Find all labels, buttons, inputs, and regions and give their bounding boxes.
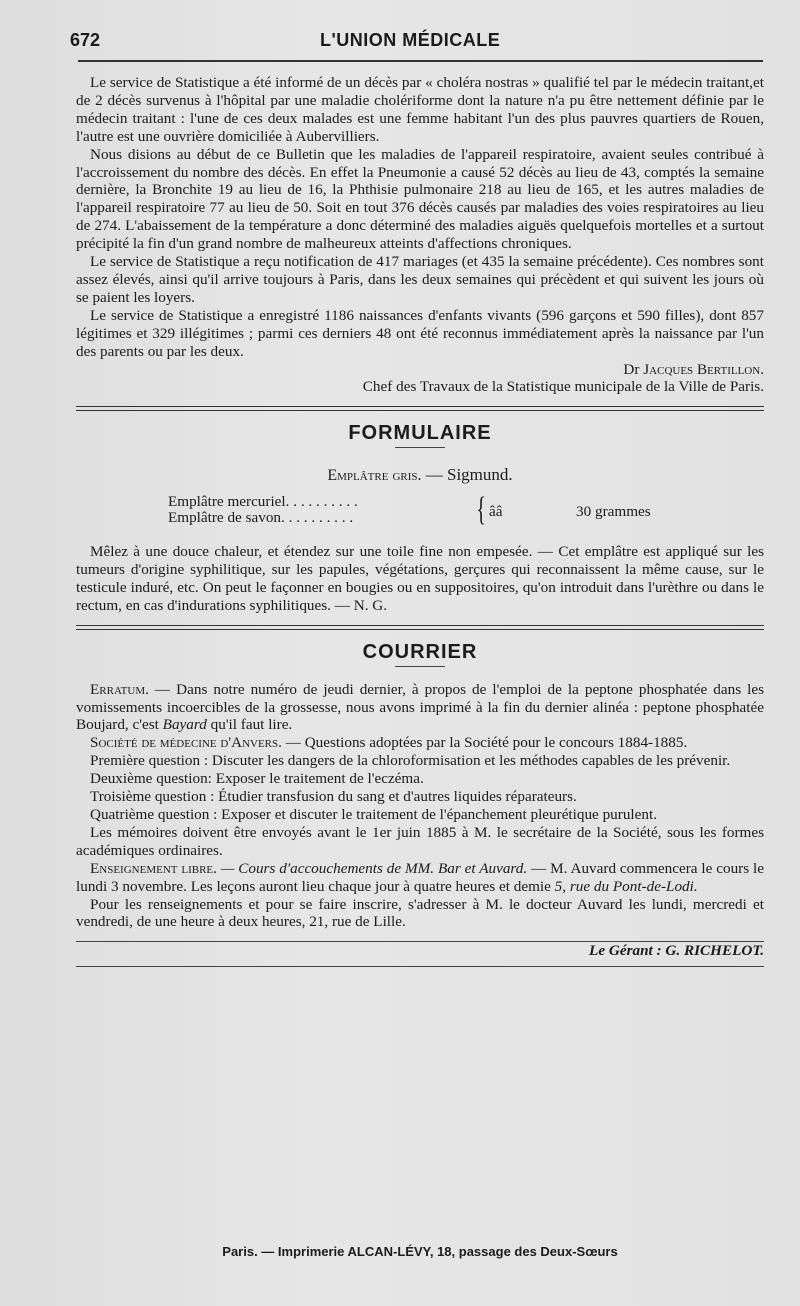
brace-icon: { xyxy=(476,491,487,529)
page-number: 672 xyxy=(70,30,101,50)
intro-paragraph-1: Le service de Statistique a été informé de un décès par « choléra nostras » qualifié tel par le médecin traitant,et de 2 décès survenus à l'hôpital par une maladie cholériforme dont la nature n'a pu être nettement définie par le médecin traitant : l'une de ces deux malades est une femme habitant l'un des plus pauvres quartiers de Rouen, l'autre est une ouvrière domiciliée à Aubervilliers. xyxy=(76,74,764,145)
renseignements-paragraph: Pour les renseignements et pour se faire inscrire, s'adresser à M. le docteur Auvard les lundi, mercredi et vendredi, de une heure à deux heures, 21, rue de Lille. xyxy=(76,895,764,931)
signature-surname: Jacques Bertillon. xyxy=(643,360,764,378)
enseignement-address: 5, rue du Pont-de-Lodi. xyxy=(554,877,698,895)
page-content xyxy=(76,74,764,967)
gerant-signature: Le Gérant : G. RICHELOT. xyxy=(589,942,764,960)
erratum-paragraph xyxy=(76,681,764,735)
ingredient-quantity: 30 grammes xyxy=(576,503,651,521)
section-divider xyxy=(76,625,764,630)
recipe-name: Emplâtre gris. xyxy=(327,467,422,485)
ingredient-item: Emplâtre de savon. . . . . . . . . . xyxy=(168,509,354,527)
section-divider xyxy=(76,406,764,411)
ana-abbreviation: ââ xyxy=(489,503,503,521)
ingredient-item: Emplâtre mercuriel. . . . . . . . . . xyxy=(168,493,358,511)
enseignement-paragraph xyxy=(76,860,764,896)
erratum-italic: Bayard xyxy=(162,716,207,734)
erratum-text: — Dans notre numéro de jeudi dernier, à propos de l'emploi de la peptone phosphatée dans les vomissements incoercibles de la grossesse, nous avons imprimé à la fin du dernier alinéa : peptone phosphatée Boujard, c'est xyxy=(76,680,764,734)
erratum-label: Erratum. xyxy=(90,680,149,698)
signature-role: Chef des Travaux de la Statistique municipale de la Ville de Paris. xyxy=(362,378,764,396)
intro-paragraph-3: Le service de Statistique a reçu notification de 417 mariages (et 435 la semaine précédente). Ces nombres sont assez élevés, ainsi qu'il arrive toujours à Paris, dans les deux semaines qui précèdent et qui suivent les jours où se paient les loyers. xyxy=(76,253,764,306)
recipe-author: — Sigmund. xyxy=(425,465,513,485)
formulaire-text: Mêlez à une douce chaleur, et étendez sur une toile fine non empesée. — Cet emplâtre est appliqué sur les tumeurs d'origine syphilitique, sur les papules, végétations, gerçures qui reconnaissent la même cause, sur le testicule induré, etc. On peut le façonner en bougies ou en suppositoires, qu'on introduit dans l'urèthre ou dans le rectum, en cas d'indurations syphilitiques. — N. G. xyxy=(76,543,764,614)
societe-paragraph xyxy=(76,734,764,752)
ingredient-list xyxy=(76,493,764,533)
formulaire-title-rule xyxy=(395,447,445,448)
journal-title: L'UNION MÉDICALE xyxy=(320,30,501,50)
footer-rule xyxy=(76,941,764,942)
question-item: Deuxième question: Exposer le traitement de l'eczéma. xyxy=(90,770,424,788)
header-rule xyxy=(78,60,763,62)
memoires-paragraph: Les mémoires doivent être envoyés avant le 1er juin 1885 à M. le secrétaire de la Société, sous les formes académiques ordinaires. xyxy=(76,823,764,859)
footer-rule xyxy=(76,966,764,967)
signature-prefix: Dr xyxy=(623,360,640,378)
intro-paragraph-2: Nous disions au début de ce Bulletin que les maladies de l'appareil respiratoire, avaient seules contribué à l'accroissement du nombre des décès. En effet la Pneumonie a causé 52 décès au lieu de 43, comptés la semaine dernière, la Bronchite 19 au lieu de 16, la Phthisie pulmonaire 218 au lieu de 165, et les autres maladies de l'appareil respiratoire 77 au lieu de 50. Soit en tout 376 décès causés par maladies des voies respiratoires au lieu de 274. L'abaissement de la température a donc déterminé des maladies aiguës quelquefois mortelles et a surtout précipité la fin d'un grand nombre de malheureux atteints d'affections chroniques. xyxy=(76,145,764,253)
courrier-title: COURRIER xyxy=(362,640,478,663)
erratum-end: qu'il faut lire. xyxy=(206,716,293,734)
enseignement-text: — M. Auvard commencera le cours le lundi 3 novembre. Les leçons auront lieu chaque jour à quatre heures et demie xyxy=(76,859,764,895)
enseignement-label: Enseignement libre. xyxy=(90,859,217,877)
societe-label: Société de médecine d'Anvers. xyxy=(90,734,282,752)
question-item: Quatrième question : Exposer et discuter le traitement de l'épanchement pleurétique purulent. xyxy=(90,806,658,823)
enseignement-course: — Cours d'accouchements de MM. Bar et Auvard. xyxy=(216,859,528,877)
recipe-heading xyxy=(76,466,764,485)
intro-paragraph-4: Le service de Statistique a enregistré 1186 naissances d'enfants vivants (596 garçons et 590 filles), dont 857 légitimes et 329 illégitimes ; parmi ces derniers 48 ont été reconnus immédiatement après la naissance par l'un des parents ou par les deux. xyxy=(76,306,764,360)
formulaire-title: FORMULAIRE xyxy=(348,422,492,445)
courrier-title-rule xyxy=(395,666,445,667)
question-item: Troisième question : Étudier transfusion du sang et d'autres liquides réparateurs. xyxy=(90,788,577,806)
question-item: Première question : Discuter les dangers de la chloroformisation et les méthodes capables de les prévenir. xyxy=(90,752,731,770)
signature-name xyxy=(76,361,764,379)
societe-text: — Questions adoptées par la Société pour le concours 1884-1885. xyxy=(281,734,688,752)
printer-imprint: Paris. — Imprimerie ALCAN-LÉVY, 18, passage des Deux-Sœurs xyxy=(222,1244,618,1259)
